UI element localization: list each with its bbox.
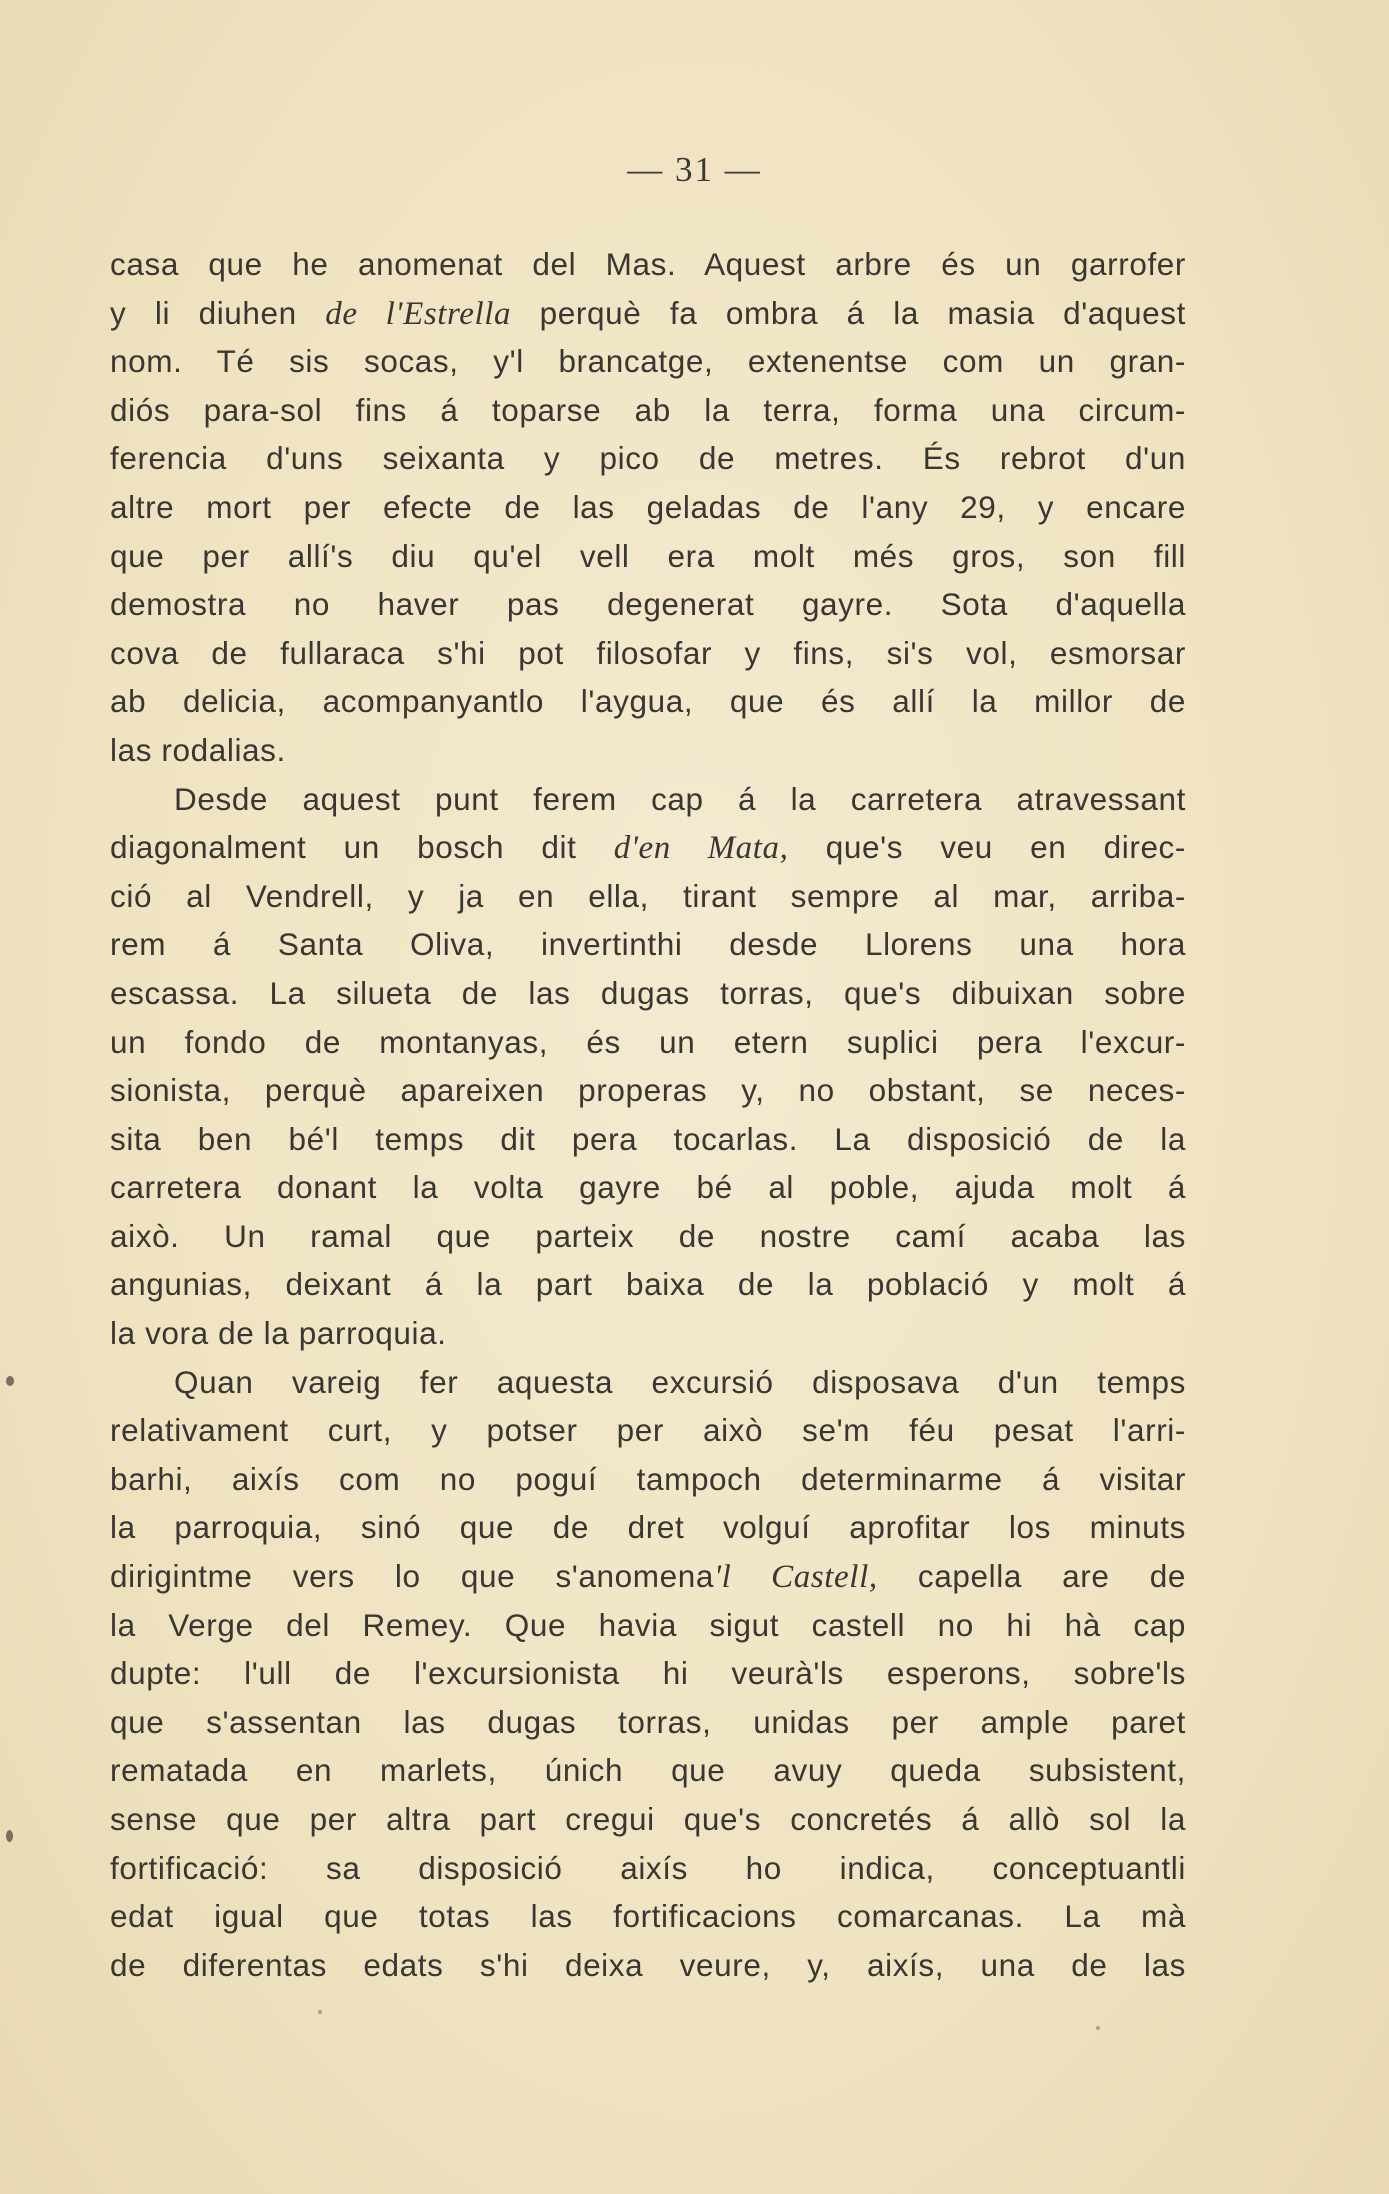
text-line (110, 1649, 1186, 1698)
text-line (110, 1892, 1186, 1941)
text-segment: diagonalment un bosch dit (110, 829, 614, 866)
text-line (110, 1309, 1186, 1358)
text-segment: la parroquia, sinó que de dret volguí aprofitar los minuts (110, 1509, 1186, 1546)
text-line (110, 1115, 1186, 1164)
text-segment: que's veu en direc- (788, 829, 1186, 866)
body-text (110, 240, 1186, 1989)
text-line (110, 1163, 1186, 1212)
text-line (110, 1018, 1186, 1067)
paper-speck (318, 2010, 322, 2014)
text-segment: dirigintme vers lo que s'anomena (110, 1558, 714, 1595)
text-segment: capella are de (877, 1558, 1186, 1595)
text-line (110, 1941, 1186, 1990)
text-segment: diós para-sol fins á toparse ab la terra, forma una circum- (110, 391, 1186, 428)
text-segment: relativament curt, y potser per això se'm féu pesat l'arri- (110, 1412, 1186, 1449)
text-line (110, 289, 1186, 338)
text-segment: rem á Santa Oliva, invertinthi desde Llorens una hora (110, 926, 1186, 963)
text-segment: escassa. La silueta de las dugas torras, que's dibuixan sobre (110, 974, 1186, 1011)
margin-speck (6, 1830, 13, 1842)
text-segment: que s'assentan las dugas torras, unidas per ample paret (110, 1703, 1186, 1740)
text-line (110, 872, 1186, 921)
text-line (110, 386, 1186, 435)
text-line (110, 1358, 1186, 1407)
text-segment: ció al Vendrell, y ja en ella, tirant sempre al mar, arriba- (110, 877, 1186, 914)
text-segment: que per allí's diu qu'el vell era molt més gros, son fill (110, 537, 1186, 574)
text-segment: sense que per altra part cregui que's concretés á allò sol la (110, 1801, 1186, 1837)
text-line (110, 1066, 1186, 1115)
text-segment: casa que he anomenat del Mas. Aquest arbre és un garrofer (110, 246, 1186, 282)
text-segment: un fondo de montanyas, és un etern suplici pera l'excur- (110, 1023, 1186, 1060)
italic-phrase: 'l Castell, (713, 1559, 878, 1596)
text-segment: de diferentas edats s'hi deixa veure, y, aixís, una de las (110, 1946, 1186, 1983)
margin-speck (6, 1376, 14, 1386)
text-line (110, 532, 1186, 581)
text-line (110, 1212, 1186, 1261)
text-line (110, 1406, 1186, 1455)
text-segment: la vora de la parroquia. (110, 1315, 447, 1352)
text-line (110, 1698, 1186, 1747)
text-segment: rematada en marlets, únich que avuy queda subsistent, (110, 1752, 1186, 1789)
text-line (110, 1746, 1186, 1795)
text-line (110, 775, 1186, 824)
text-segment: això. Un ramal que parteix de nostre camí acaba las (110, 1217, 1186, 1254)
text-segment: fortificació: sa disposició aixís ho indica, conceptuantli (110, 1849, 1186, 1886)
text-line (110, 1455, 1186, 1504)
text-segment: edat igual que totas las fortificacions comarcanas. La mà (110, 1898, 1186, 1935)
text-line (110, 677, 1186, 726)
text-line (110, 1601, 1186, 1650)
text-line (110, 434, 1186, 483)
text-segment: las rodalias. (110, 731, 286, 768)
text-line (110, 629, 1186, 678)
text-segment: altre mort per efecte de las geladas de l'any 29, y encare (110, 488, 1186, 525)
text-segment: carretera donant la volta gayre bé al poble, ajuda molt á (110, 1169, 1186, 1206)
text-line (110, 483, 1186, 532)
text-segment: cova de fullaraca s'hi pot filosofar y fins, si's vol, esmorsar (110, 634, 1186, 671)
text-segment: ferencia d'uns seixanta y pico de metres. És rebrot d'un (110, 440, 1186, 477)
text-line (110, 823, 1186, 872)
text-segment: dupte: l'ull de l'excursionista hi veurà'ls esperons, sobre'ls (110, 1655, 1186, 1692)
italic-phrase: de l'Estrella (325, 295, 512, 332)
text-segment: sionista, perquè apareixen properas y, no obstant, se neces- (110, 1072, 1186, 1109)
text-segment: barhi, aixís com no poguí tampoch determinarme á visitar (110, 1460, 1186, 1497)
text-line (110, 920, 1186, 969)
text-line (110, 726, 1186, 775)
text-line (110, 1844, 1186, 1893)
text-segment: demostra no haver pas degenerat gayre. Sota d'aquella (110, 586, 1186, 623)
text-line (110, 969, 1186, 1018)
text-segment: Desde aquest punt ferem cap á la carretera atravessant (174, 780, 1186, 817)
text-segment: la Verge del Remey. Que havia sigut castell no hi hà cap (110, 1606, 1186, 1643)
text-line (110, 1260, 1186, 1309)
text-line (110, 1795, 1186, 1844)
text-line (110, 337, 1186, 386)
text-segment: perquè fa ombra á la masia d'aquest (511, 294, 1186, 331)
text-line (110, 1503, 1186, 1552)
text-segment: y li diuhen (110, 294, 326, 331)
italic-phrase: d'en Mata, (613, 830, 789, 867)
text-line (110, 1552, 1186, 1601)
text-line (110, 240, 1186, 289)
text-segment: sita ben bé'l temps dit pera tocarlas. La disposició de la (110, 1120, 1186, 1157)
text-segment: ab delicia, acompanyantlo l'aygua, que és allí la millor de (110, 683, 1186, 720)
page-number: — 31 — (627, 150, 762, 189)
text-line (110, 580, 1186, 629)
text-segment: Quan vareig fer aquesta excursió disposava d'un temps (174, 1363, 1186, 1400)
text-segment: nom. Té sis socas, y'l brancatge, extenentse com un gran- (110, 343, 1186, 380)
paper-speck (1096, 2026, 1100, 2030)
text-segment: angunias, deixant á la part baixa de la població y molt á (110, 1266, 1186, 1303)
